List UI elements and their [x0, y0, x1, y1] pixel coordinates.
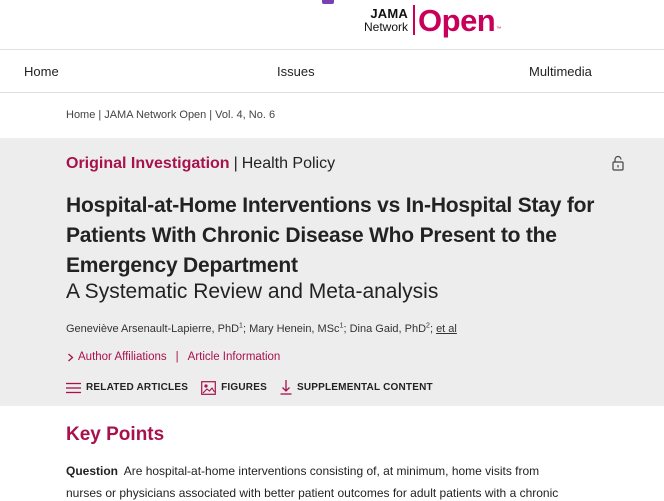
article-type-secondary[interactable]: Health Policy: [241, 155, 336, 172]
author-affiliations-label: Author Affiliations: [78, 351, 167, 363]
nav-home[interactable]: Home: [24, 64, 59, 79]
article-information-link[interactable]: Article Information: [187, 351, 281, 363]
article-title: [66, 191, 646, 281]
article-header: [0, 138, 664, 406]
question-label: Question: [66, 464, 119, 478]
article-type-primary[interactable]: Original Investigation: [66, 155, 230, 172]
article-type: [66, 155, 335, 173]
author-affiliation-number: 1: [239, 322, 243, 330]
article-toolbar: [66, 380, 446, 395]
author-name[interactable]: Mary Henein, MSc: [249, 323, 340, 335]
nav-issues[interactable]: Issues: [277, 64, 315, 79]
download-arrow-icon: [280, 380, 292, 395]
figures-label: FIGURES: [221, 382, 267, 393]
key-points-question: [66, 460, 636, 501]
author-name[interactable]: Dina Gaid, PhD: [349, 323, 427, 335]
logo-trademark-mark: ™: [496, 26, 502, 32]
related-articles-button[interactable]: [66, 382, 188, 394]
brand-bar: [0, 0, 664, 50]
jama-network-open-logo[interactable]: [364, 2, 501, 38]
article-subtitle: A Systematic Review and Meta-analysis: [66, 280, 439, 303]
author-separator: ;: [242, 323, 250, 335]
info-link-separator: |: [175, 351, 179, 363]
logo-open-text: Open: [418, 2, 496, 38]
image-icon: [201, 381, 216, 395]
author-affiliations-link[interactable]: [66, 351, 167, 363]
article-type-separator: |: [233, 155, 238, 172]
lock-open-icon[interactable]: [611, 155, 625, 171]
author-list: [66, 323, 457, 335]
breadcrumb: [0, 93, 664, 138]
logo-jama-block: [364, 7, 408, 33]
breadcrumb-home[interactable]: Home: [66, 109, 96, 121]
key-points-section: [0, 406, 664, 500]
article-title-line: Emergency Department: [66, 254, 298, 277]
logo-network-text: Network: [364, 20, 409, 34]
related-articles-label: RELATED ARTICLES: [86, 382, 189, 393]
logo-divider: [413, 5, 415, 35]
article-info-links: [66, 351, 280, 363]
breadcrumb-separator: |: [209, 109, 213, 121]
menu-tab-notch[interactable]: [322, 0, 334, 4]
article-title-line: Patients With Chronic Disease Who Present to the: [66, 224, 557, 247]
list-icon: [66, 382, 81, 394]
nav-multimedia[interactable]: Multimedia: [529, 64, 592, 79]
question-text-line: nurses or physicians associated with better patient outcomes for adult patients with a chronic: [66, 486, 559, 500]
main-nav: [0, 50, 664, 93]
author-affiliation-number: 2: [426, 322, 430, 330]
logo-jama-text: JAMA: [370, 6, 409, 21]
breadcrumb-issue[interactable]: Vol. 4, No. 6: [215, 109, 276, 121]
et-al-link[interactable]: et al: [436, 323, 457, 335]
article-title-line: Hospital-at-Home Interventions vs In-Hospital Stay for: [66, 194, 595, 217]
author-separator: ;: [429, 323, 437, 335]
breadcrumb-separator: |: [98, 109, 102, 121]
figures-button[interactable]: [201, 381, 267, 395]
breadcrumb-journal[interactable]: JAMA Network Open: [104, 109, 207, 121]
author-affiliation-number: 1: [339, 322, 344, 330]
supplemental-content-button[interactable]: [280, 380, 433, 395]
author-separator: ;: [343, 323, 350, 335]
author-name[interactable]: Geneviève Arsenault-Lapierre, PhD: [66, 323, 240, 335]
chevron-right-icon: [66, 353, 75, 362]
supplemental-content-label: SUPPLEMENTAL CONTENT: [296, 382, 433, 393]
question-text-line: Are hospital-at-home interventions consisting of, at minimum, home visits from: [123, 464, 540, 478]
key-points-heading: Key Points: [66, 424, 165, 445]
